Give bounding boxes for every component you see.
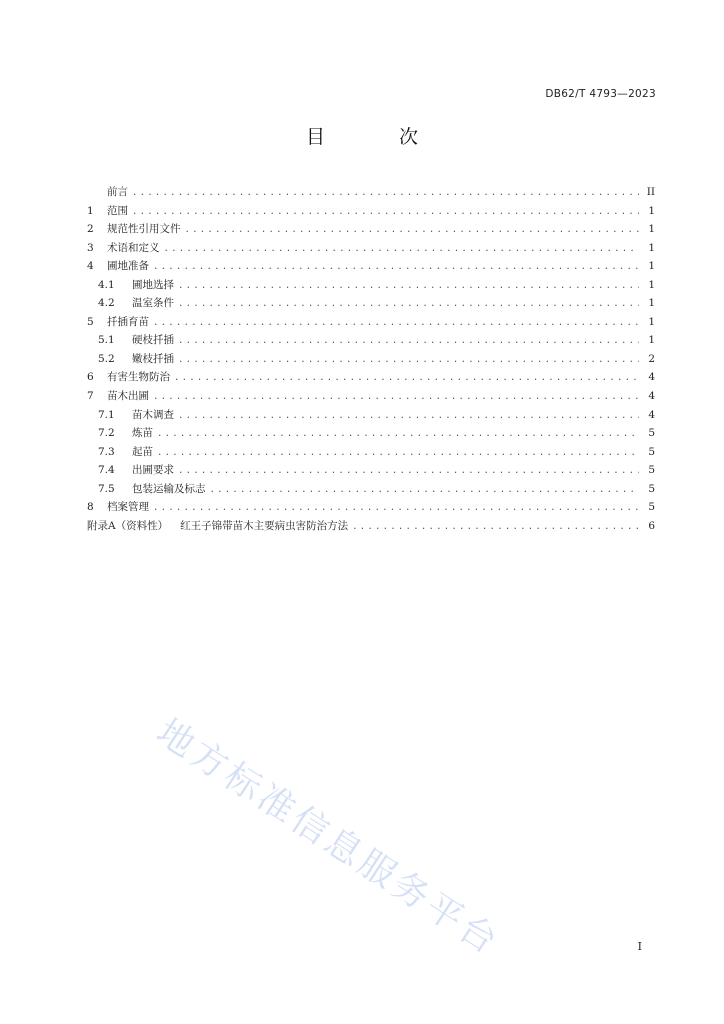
toc-entry-number: 7.4 [98, 464, 115, 477]
toc-entry-title: 温室条件 [132, 297, 174, 310]
toc-entry-number: 附录A（资料性） [87, 519, 169, 532]
toc-entry-title: 炼苗 [132, 427, 153, 440]
dot-leader [153, 314, 639, 333]
toc-entry-page: 1 [648, 278, 655, 291]
toc-entry-title: 档案管理 [107, 501, 149, 514]
dot-leader [352, 518, 639, 537]
toc-entry-seedling-release[interactable] [87, 387, 655, 406]
toc-entry-page: 6 [648, 519, 655, 532]
toc-entry-release-requirements[interactable] [87, 461, 655, 480]
toc-entry-title: 规范性引用文件 [107, 223, 181, 236]
toc-entry-cutting-propagation[interactable] [87, 313, 655, 332]
toc-entry-softwood-cutting[interactable] [87, 350, 655, 369]
toc-entry-page: 1 [648, 297, 655, 310]
toc-entry-nursery-prep[interactable] [87, 257, 655, 276]
toc-entry-number: 2 [87, 223, 94, 236]
toc-entry-page: 4 [648, 408, 655, 421]
toc-entry-hardwood-cutting[interactable] [87, 331, 655, 350]
dot-leader [157, 444, 639, 463]
toc-entry-title: 苗木调查 [132, 408, 174, 421]
toc-entry-records[interactable] [87, 498, 655, 517]
toc-entry-title: 圃地选择 [132, 278, 174, 291]
toc-entry-title: 出圃要求 [132, 464, 174, 477]
dot-leader [153, 258, 639, 277]
toc-entry-title: 扦插育苗 [107, 315, 149, 328]
watermark: 地方标准信息服务平台 [149, 711, 508, 964]
toc-title: 目 次 [305, 126, 453, 148]
toc-entry-appendix-a[interactable] [87, 517, 655, 536]
dot-leader [132, 203, 639, 222]
toc-entry-number: 7.5 [98, 482, 115, 495]
dot-leader [178, 351, 639, 370]
dot-leader [185, 221, 640, 240]
toc-entry-greenhouse[interactable] [87, 294, 655, 313]
toc-entry-number: 5 [87, 315, 94, 328]
toc-entry-page: 5 [648, 445, 655, 458]
dot-leader [164, 240, 640, 259]
standard-code: DB62/T 4793—2023 [545, 88, 656, 100]
toc-entry-number: 4 [87, 260, 94, 273]
toc-entry-lifting[interactable] [87, 443, 655, 462]
toc-entry-number: 7.2 [98, 427, 115, 440]
dot-leader [178, 332, 639, 351]
toc-entry-number: 4.1 [98, 278, 115, 291]
toc-entry-page: II [646, 186, 655, 198]
toc-entry-page: 1 [648, 334, 655, 347]
toc-entry-normative-references[interactable] [87, 220, 655, 239]
toc-entry-title: 有害生物防治 [107, 371, 170, 384]
toc-entry-foreword[interactable] [87, 183, 655, 202]
toc-entry-page: 1 [648, 223, 655, 236]
toc-entry-hardening[interactable] [87, 424, 655, 443]
toc-entry-title: 起苗 [132, 445, 153, 458]
toc-entry-page: 1 [648, 241, 655, 254]
toc-entry-page: 1 [648, 260, 655, 273]
dot-leader [153, 499, 639, 518]
toc-entry-scope[interactable] [87, 202, 655, 221]
toc-entry-packaging[interactable] [87, 480, 655, 499]
toc-entry-terms[interactable] [87, 239, 655, 258]
toc-entry-page: 5 [648, 501, 655, 514]
toc-entry-page: 2 [648, 352, 655, 365]
dot-leader [178, 295, 639, 314]
toc-entry-title: 红王子锦带苗木主要病虫害防治方法 [180, 519, 349, 532]
toc-entry-number: 6 [87, 371, 94, 384]
toc-entry-pest-control[interactable] [87, 368, 655, 387]
toc-entry-title: 包装运输及标志 [132, 482, 206, 495]
toc-entry-page: 1 [648, 315, 655, 328]
toc-entry-seedling-survey[interactable] [87, 406, 655, 425]
toc-entry-title: 范围 [107, 204, 128, 217]
toc-entry-page: 5 [648, 482, 655, 495]
dot-leader [178, 277, 639, 296]
dot-leader [210, 481, 640, 500]
toc-entry-number: 1 [87, 204, 94, 217]
toc-entry-title: 圃地准备 [107, 260, 149, 273]
toc-entry-title: 苗木出圃 [107, 390, 149, 403]
dot-leader [132, 184, 639, 203]
dot-leader [153, 388, 639, 407]
toc-entry-title: 术语和定义 [107, 241, 160, 254]
toc-entry-title: 嫩枝扦插 [132, 352, 174, 365]
toc-entry-number: 7 [87, 390, 94, 403]
toc-entry-number: 7.1 [98, 408, 115, 421]
toc-entry-title: 前言 [107, 186, 128, 198]
toc-entry-title: 硬枝扦插 [132, 334, 174, 347]
toc-entry-number: 4.2 [98, 297, 115, 310]
dot-leader [178, 407, 639, 426]
toc-entry-number: 5.1 [98, 334, 115, 347]
toc-entry-page: 1 [648, 204, 655, 217]
toc-entry-page: 4 [648, 390, 655, 403]
toc-entry-page: 5 [648, 427, 655, 440]
toc-entry-number: 3 [87, 241, 94, 254]
dot-leader [157, 425, 639, 444]
table-of-contents [87, 183, 655, 535]
toc-entry-site-selection[interactable] [87, 276, 655, 295]
toc-entry-page: 4 [648, 371, 655, 384]
dot-leader [178, 462, 639, 481]
toc-entry-number: 7.3 [98, 445, 115, 458]
toc-entry-number: 8 [87, 501, 94, 514]
toc-entry-number: 5.2 [98, 352, 115, 365]
toc-entry-page: 5 [648, 464, 655, 477]
dot-leader [174, 369, 639, 388]
page-number: I [637, 940, 642, 953]
